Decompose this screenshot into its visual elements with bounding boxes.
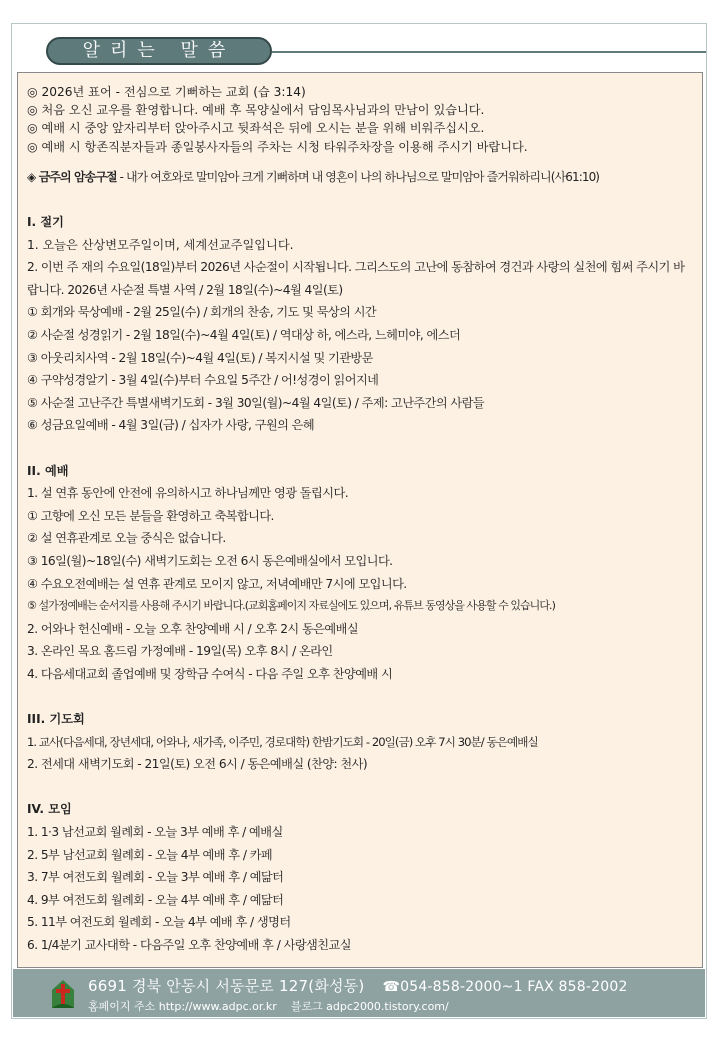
list-item: 2. 이번 주 재의 수요일(18일)부터 2026년 사순절이 시작됩니다. 그리스도의 고난에 동참하여 경건과 사랑의 실천에 힘써 주시기 바랍니다. 2026년 사순절 특별 사역 / 2월 18일(수)~4월 4일(토): [27, 260, 685, 297]
footer-homepage-link[interactable]: 홈페이지 주소 http://www.adpc.or.kr: [88, 1000, 277, 1013]
list-item: 5. 11부 여전도회 월례회 - 오늘 4부 예배 후 / 생명터: [27, 915, 291, 930]
list-item: 1. 설 연휴 동안에 안전에 유의하시고 하나님께만 영광 돌립시다.: [27, 486, 349, 501]
list-item: 6. 1/4분기 교사대학 - 다음주일 오후 찬양예배 후 / 사랑샘친교실: [27, 938, 351, 952]
list-item: 3. 온라인 목요 홈드림 가정예배 - 19일(목) 오후 8시 / 온라인: [27, 644, 333, 659]
list-item: ⑤ 설가정예배는 순서지를 사용해 주시기 바랍니다.(교회홈페이지 자료실에도 있으며, 유튜브 동영상을 사용할 수 있습니다.): [27, 599, 555, 613]
notice-line: ◎ 처음 오신 교우를 환영합니다. 예배 후 목양실에서 담임목사님과의 만남이 있습니다.: [27, 103, 485, 118]
list-item: 2. 전세대 새벽기도회 - 21일(토) 오전 6시 / 동은예배실 (찬양: 천사): [27, 757, 368, 772]
footer-phone: ☎054-858-2000~1 FAX 858-2002: [382, 979, 628, 995]
list-item: ④ 구약성경알기 - 3월 4일(수)부터 수요일 5주간 / 어!성경이 읽어지네: [27, 373, 379, 388]
list-item: ③ 16일(월)~18일(수) 새벽기도회는 오전 6시 동은예배실에서 모입니다.: [27, 553, 393, 568]
memory-verse: [27, 166, 694, 189]
church-logo-icon: [50, 978, 76, 1010]
list-item: ④ 수요오전예배는 설 연휴 관계로 모이지 않고, 저녁예배만 7시에 모입니다.: [27, 576, 407, 591]
footer-contact-line: [88, 975, 628, 996]
section-title: III. 기도회: [27, 712, 85, 727]
notice-line: ◎ 예배 시 중앙 앞자리부터 앉아주시고 뒷좌석은 뒤에 오시는 분을 위해 비워주십시오.: [27, 121, 485, 136]
footer-blog-link[interactable]: 블로그 adpc2000.tistory.com/: [290, 1000, 449, 1013]
church-footer: [13, 969, 705, 1017]
list-item: 4. 9부 여전도회 월례회 - 오늘 4부 예배 후 / 예닮터: [27, 892, 284, 907]
list-item: ① 고향에 오신 모든 분들을 환영하고 축복합니다.: [27, 508, 274, 523]
list-item: 1. 오늘은 산상변모주일이며, 세계선교주일입니다.: [27, 237, 294, 252]
notice-line: ◎ 2026년 표어 - 전심으로 기뻐하는 교회 (습 3:14): [27, 85, 306, 99]
list-item: ⑥ 성금요일예배 - 4월 3일(금) / 십자가 사랑, 구원의 은혜: [27, 418, 315, 433]
list-item: 3. 7부 여전도회 월례회 - 오늘 3부 예배 후 / 예닮터: [27, 870, 284, 885]
announcement-box: [17, 72, 703, 968]
list-item: 1. 1·3 남선교회 월례회 - 오늘 3부 예배 후 / 예배실: [27, 825, 283, 840]
list-item: 2. 어와나 헌신예배 - 오늘 오후 찬양예배 시 / 오후 2시 동은예배실: [27, 621, 359, 636]
memory-verse-text: - 내가 여호와로 말미암아 크게 기뻐하며 내 영혼이 나의 하나님으로 말미암아 즐거워하리니(사61:10): [116, 169, 600, 184]
list-item: 4. 다음세대교회 졸업예배 및 장학금 수여식 - 다음 주일 오후 찬양예배 시: [27, 666, 393, 681]
list-item: 1. 교사(다음세대, 장년세대, 어와나, 새가족, 이주민, 경로대학) 한밤기도회 - 20일(금) 오후 7시 30분/ 동은예배실: [27, 734, 538, 749]
section-title: I. 절기: [27, 215, 64, 229]
section-title: IV. 모임: [27, 802, 72, 817]
title-divider: [272, 51, 706, 53]
page-title: 알리는 말씀: [46, 37, 272, 65]
list-item: ② 설 연휴관계로 오늘 중식은 없습니다.: [27, 531, 226, 546]
memory-verse-label: ◈ 금주의 암송구절: [27, 169, 117, 184]
list-item: ③ 아웃리치사역 - 2월 18일(수)~4월 4일(토) / 복지시설 및 기관방문: [27, 350, 373, 365]
section-title: II. 예배: [27, 463, 69, 478]
list-item: 2. 5부 남선교회 월례회 - 오늘 4부 예배 후 / 카페: [27, 847, 273, 862]
notice-line: ◎ 예배 시 항존직분자들과 종일봉사자들의 주차는 시청 타워주차장을 이용해 주시기 바랍니다.: [27, 139, 528, 154]
footer-address: 6691 경북 안동시 서동문로 127(화성동): [88, 977, 365, 995]
footer-web-line: [88, 998, 449, 1014]
list-item: ⑤ 사순절 고난주간 특별새벽기도회 - 3월 30일(월)~4월 4일(토) / 주제: 고난주간의 사람들: [27, 395, 485, 410]
list-item: ① 회개와 묵상예배 - 2월 25일(수) / 회개의 찬송, 기도 및 묵상의 시간: [27, 305, 377, 320]
list-item: ② 사순절 성경읽기 - 2월 18일(수)~4월 4일(토) / 역대상 하, 에스라, 느헤미야, 에스더: [27, 327, 461, 342]
